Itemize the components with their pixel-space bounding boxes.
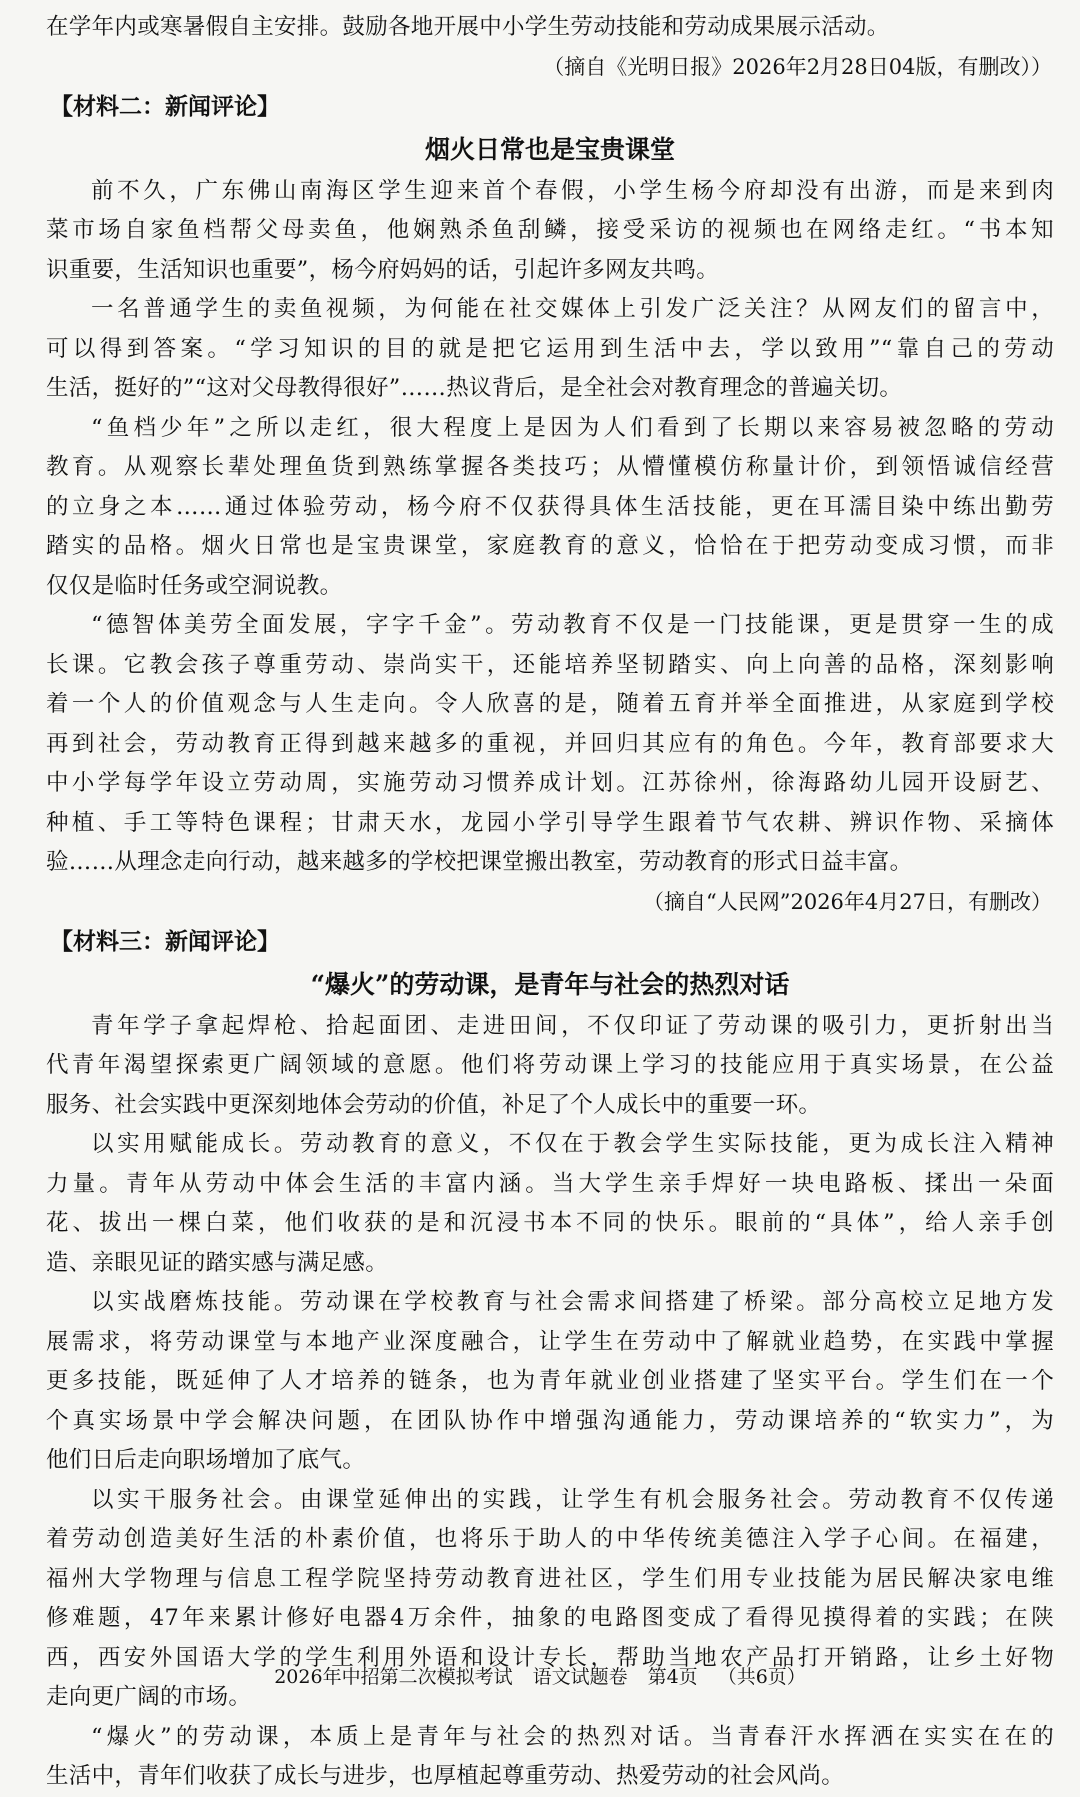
material2-title: 烟火日常也是宝贵课堂: [424, 134, 675, 164]
paragraph-line: 服务、社会实践中更深刻地体会劳动的价值，补足了个人成长中的重要一环。: [46, 1091, 822, 1118]
paragraph: [46, 1283, 1054, 1481]
paragraph-line: 他们日后走向职场增加了底气。: [46, 1447, 366, 1473]
paragraph-line: 一名普通学生的卖鱼视频，为何能在社交媒体上引发广泛关注？从网友们的留言中，: [91, 296, 1054, 322]
paragraph: [46, 1718, 1054, 1797]
footer-total: （共6页）: [717, 1666, 806, 1688]
paragraph-line: 更多技能，既延伸了人才培养的链条，也为青年就业创业搭建了坚实平台。学生们在一个: [46, 1368, 1054, 1394]
paragraph-line: 以实干服务社会。由课堂延伸出的实践，让学生有机会服务社会。劳动教育不仅传递: [91, 1486, 1054, 1513]
material3-label: 【材料三：新闻评论】: [50, 927, 280, 955]
paragraph-line: 造、亲眼见证的踏实感与满足感。: [46, 1249, 389, 1276]
paragraph-line: 的立身之本……通过体验劳动，杨今府不仅获得具体生活技能，更在耳濡目染中练出勤劳: [46, 493, 1054, 520]
paragraph-line: 仅仅是临时任务或空洞说教。: [46, 572, 343, 599]
footer-exam: 2026年中招第二次模拟考试: [274, 1666, 513, 1688]
paragraph-line: 前不久，广东佛山南海区学生迎来首个春假，小学生杨今府却没有出游，而是来到肉: [91, 177, 1054, 204]
paragraph: [46, 172, 1054, 291]
paragraph-line: 花、拔出一棵白菜，他们收获的是和沉浸书本不同的快乐。眼前的“具体”，给人亲手创: [46, 1210, 1054, 1236]
intro-source: （摘自《光明日报》2026年2月28日04版，有删改））: [543, 54, 1052, 79]
paragraph: [46, 409, 1054, 607]
paragraph-line: 识重要，生活知识也重要”，杨今府妈妈的话，引起许多网友共鸣。: [46, 256, 720, 283]
paragraph-line: 展需求，将劳动课堂与本地产业深度融合，让学生在劳动中了解就业趋势，在实践中掌握: [46, 1328, 1054, 1355]
paragraph-line: 代青年渴望探索更广阔领域的意愿。他们将劳动课上学习的技能应用于真实场景，在公益: [46, 1052, 1054, 1078]
footer-subject: 语文试题卷: [532, 1666, 628, 1688]
paragraph-line: 生活中，青年们收获了成长与进步，也厚植起尊重劳动、热爱劳动的社会风尚。: [46, 1763, 845, 1789]
paragraph: [46, 1007, 1054, 1126]
paragraph-line: 验……从理念走向行动，越来越多的学校把课堂搬出教室，劳动教育的形式日益丰富。: [46, 849, 913, 875]
paragraph: [46, 290, 1054, 409]
material2-label: 【材料二：新闻评论】: [50, 92, 280, 120]
paragraph-line: 可以得到答案。“学习知识的目的就是把它运用到生活中去，学以致用”“靠自己的劳动: [46, 335, 1054, 362]
paragraph-line: 着劳动创造美好生活的朴素价值，也将乐于助人的中华传统美德注入学子心间。在福建，: [46, 1526, 1054, 1552]
paragraph-line: “德智体美劳全面发展，字字千金”。劳动教育不仅是一门技能课，更是贯穿一生的成: [91, 612, 1054, 638]
paragraph: [46, 606, 1054, 883]
material2-body: [46, 172, 1054, 883]
paragraph-line: 西，西安外国语大学的学生利用外语和设计专长，帮助当地农产品打开销路，让乡土好物: [46, 1644, 1054, 1671]
material2-source: （摘自“人民网”2026年4月27日，有删改）: [643, 889, 1052, 914]
paragraph-line: 教育。从观察长辈处理鱼货到熟练掌握各类技巧；从懵懂模仿称量计价，到领悟诚信经营: [46, 454, 1054, 480]
paragraph-line: 着一个人的价值观念与人生走向。令人欣喜的是，随着五育并举全面推进，从家庭到学校: [46, 691, 1054, 717]
intro-line: 在学年内或寒暑假自主安排。鼓励各地开展中小学生劳动技能和劳动成果展示活动。: [46, 14, 890, 40]
paragraph-line: 走向更广阔的市场。: [46, 1684, 252, 1710]
paragraph-line: 力量。青年从劳动中体会生活的丰富内涵。当大学生亲手焊好一块电路板、揉出一朵面: [46, 1170, 1054, 1197]
paragraph-line: 种植、手工等特色课程；甘肃天水，龙园小学引导学生跟着节气农耕、辨识作物、采摘体: [46, 809, 1054, 836]
paragraph-line: 中小学每学年设立劳动周，实施劳动习惯养成计划。江苏徐州，徐海路幼儿园开设厨艺、: [46, 770, 1054, 796]
paragraph-line: “鱼档少年”之所以走红，很大程度上是因为人们看到了长期以来容易被忽略的劳动: [91, 414, 1054, 441]
paragraph-line: 再到社会，劳动教育正得到越来越多的重视，并回归其应有的角色。今年，教育部要求大: [46, 730, 1054, 757]
paragraph-line: 个真实场景中学会解决问题，在团队协作中增强沟通能力，劳动课培养的“软实力”，为: [46, 1407, 1054, 1434]
footer-page: 第4页: [647, 1666, 698, 1688]
paragraph-line: 踏实的品格。烟火日常也是宝贵课堂，家庭教育的意义，恰恰在于把劳动变成习惯，而非: [46, 533, 1054, 559]
paragraph-line: 福州大学物理与信息工程学院坚持劳动教育进社区，学生们用专业技能为居民解决家电维: [46, 1565, 1054, 1592]
paragraph-line: 菜市场自家鱼档帮父母卖鱼，他娴熟杀鱼刮鳞，接受采访的视频也在网络走红。“书本知: [46, 217, 1054, 243]
page-footer: [0, 1662, 1080, 1692]
paragraph-line: 生活，挺好的”“这对父母教得很好”……热议背后，是全社会对教育理念的普遍关切。: [46, 375, 903, 401]
paragraph-line: 长课。它教会孩子尊重劳动、崇尚实干，还能培养坚韧踏实、向上向善的品格，深刻影响: [46, 651, 1054, 678]
paragraph: [46, 1125, 1054, 1283]
paragraph-line: 修难题，47年来累计修好电器4万余件，抽象的电路图变成了看得见摸得着的实践；在陕: [46, 1605, 1054, 1631]
paragraph-line: 青年学子拿起焊枪、拾起面团、走进田间，不仅印证了劳动课的吸引力，更折射出当: [91, 1012, 1054, 1039]
paragraph-line: 以实用赋能成长。劳动教育的意义，不仅在于教会学生实际技能，更为成长注入精神: [91, 1131, 1054, 1157]
paragraph-line: “爆火”的劳动课，本质上是青年与社会的热烈对话。当青春汗水挥洒在实实在在的: [91, 1723, 1054, 1750]
paragraph-line: 以实战磨炼技能。劳动课在学校教育与社会需求间搭建了桥梁。部分高校立足地方发: [91, 1289, 1054, 1315]
material3-title: “爆火”的劳动课，是青年与社会的热烈对话: [310, 969, 790, 999]
